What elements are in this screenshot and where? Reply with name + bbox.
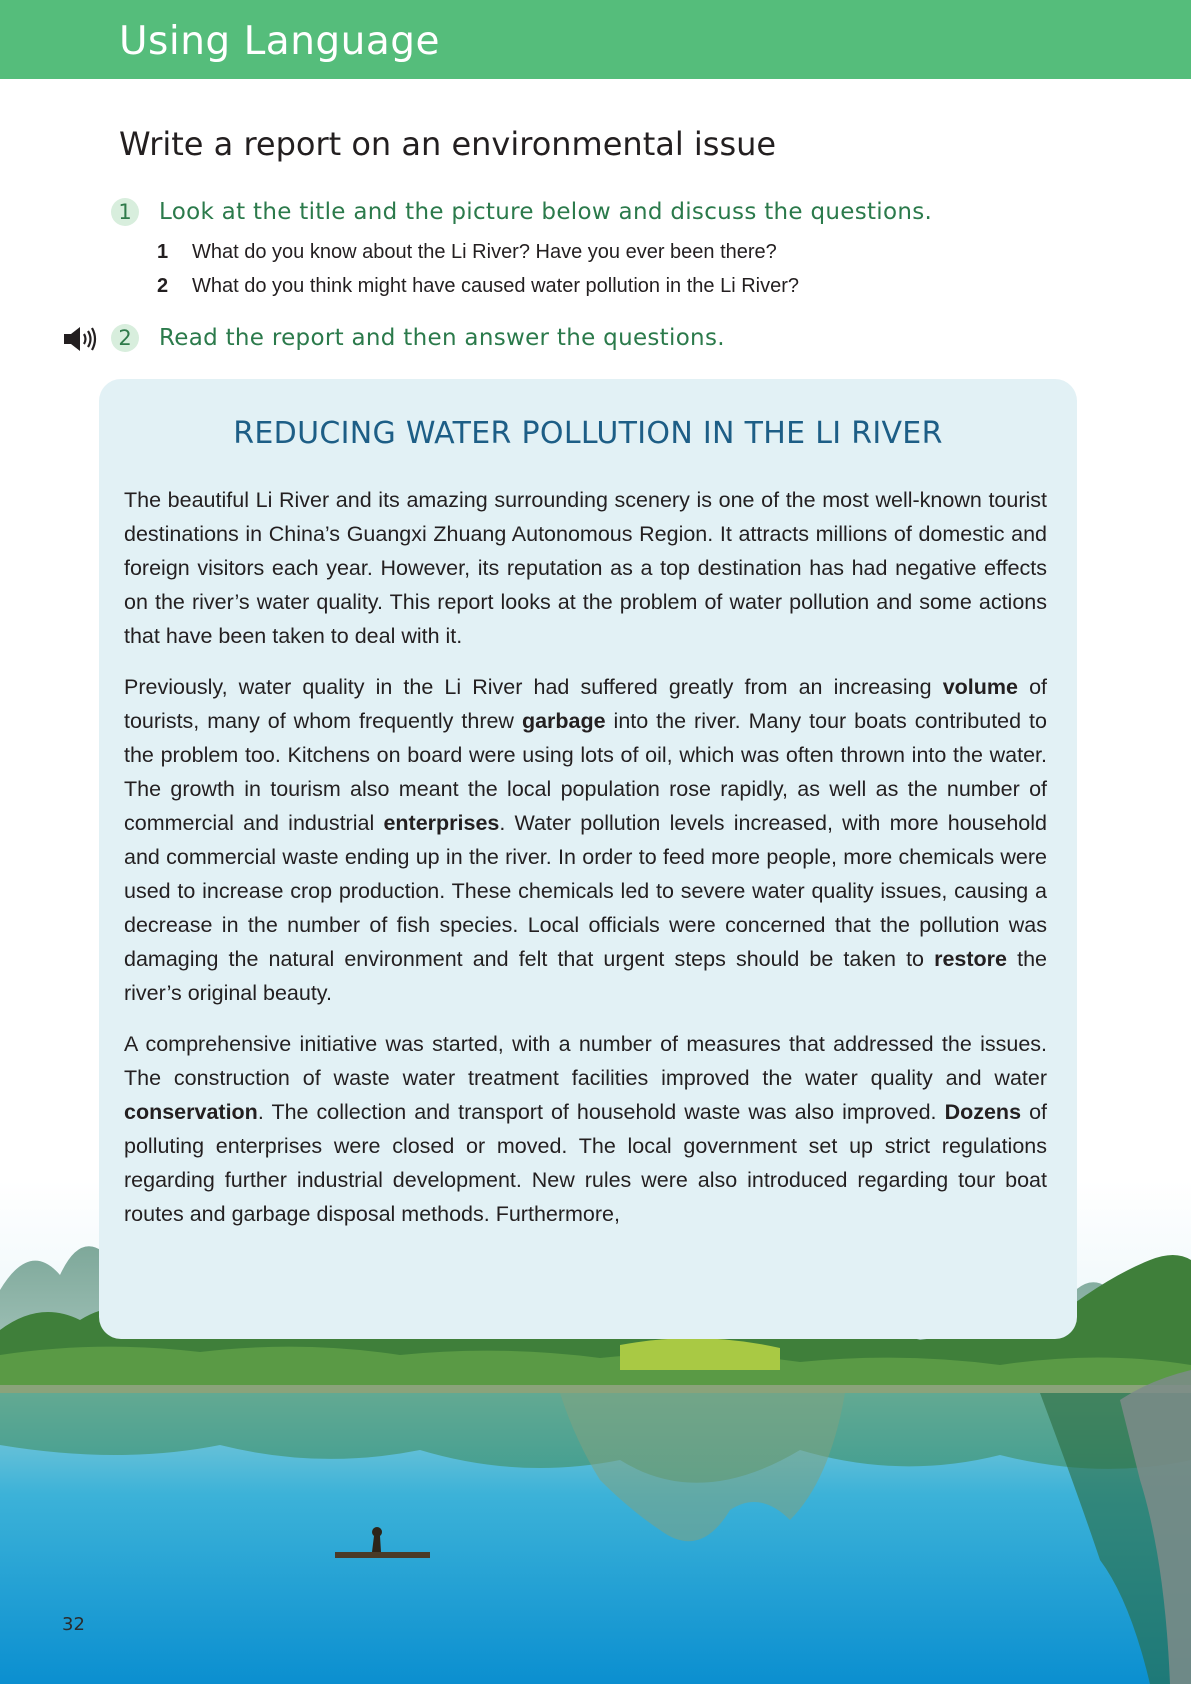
vocab-word-conservation: conservation: [124, 1100, 258, 1124]
speaker-icon[interactable]: [62, 325, 98, 353]
page-section-title: Using Language: [119, 19, 441, 64]
task-1-instruction: Look at the title and the picture below and discuss the questions.: [159, 199, 933, 225]
vocab-word-dozens: Dozens: [944, 1100, 1022, 1124]
vocab-word-enterprises: enterprises: [383, 811, 500, 835]
text-run: of polluting enterprises were closed or moved. The local government set up strict regulations regarding further industrial development. New rules were also introduced regarding tour boat routes and garbage disposal methods. Furthermore,: [124, 1100, 1047, 1226]
text-run: into the river. Many tour boats contributed to the problem too. Kitchens on board were using lots of oil, which was often thrown into the water. The growth in tourism also meant the local population rose rapidly, as well as the number of commercial and industrial: [124, 709, 1047, 835]
text-run: Previously, water quality in the Li River had suffered greatly from an increasing: [124, 675, 943, 699]
question-1-number: 1: [157, 241, 169, 263]
report-paragraph-3: [124, 1027, 1047, 1231]
report-paragraph-2: [124, 670, 1047, 1010]
report-body: [124, 483, 1047, 1248]
lesson-title: Write a report on an environmental issue: [119, 125, 777, 163]
task-1-number: 1: [111, 198, 139, 226]
report-panel: [99, 379, 1077, 1339]
task-1: [111, 197, 932, 227]
task-2-number: 2: [111, 324, 139, 352]
text-run: . The collection and transport of household waste was also improved.: [257, 1100, 945, 1124]
task-2-instruction: Read the report and then answer the questions.: [159, 325, 725, 351]
report-paragraph-1: The beautiful Li River and its amazing surrounding scenery is one of the most well-known tourist destinations in China’s Guangxi Zhuang Autonomous Region. It attracts millions of domestic and foreign visitors each year. However, its reputation as a top destination has had negative effects on the river’s water quality. This report looks at the problem of water pollution and some actions that have been taken to deal with it.: [124, 488, 1047, 648]
question-2: [157, 274, 799, 298]
text-run: A comprehensive initiative was started, with a number of measures that addressed the issues. The construction of waste water treatment facilities improved the water quality and water: [124, 1032, 1047, 1090]
question-2-number: 2: [157, 275, 169, 297]
vocab-word-restore: restore: [934, 947, 1007, 971]
text-run: of tourists, many of whom frequently threw: [124, 675, 1047, 733]
task-2: [111, 323, 725, 353]
vocab-word-volume: volume: [942, 675, 1018, 699]
question-1-text: What do you know about the Li River? Have you ever been there?: [192, 241, 777, 263]
text-run: . Water pollution levels increased, with more household and commercial waste ending up in the river. In order to feed more people, more chemicals were used to increase crop production. These chemicals led to severe water quality issues, causing a decrease in the number of fish species. Local officials were concerned that the pollution was damaging the natural environment and felt that urgent steps should be taken to: [124, 811, 1047, 971]
question-1: [157, 240, 777, 264]
page-number: 32: [62, 1614, 85, 1635]
header-bar: [0, 0, 1191, 79]
vocab-word-garbage: garbage: [521, 709, 606, 733]
question-2-text: What do you think might have caused water pollution in the Li River?: [192, 275, 800, 297]
text-run: the river’s original beauty.: [124, 947, 1047, 1005]
report-title: REDUCING WATER POLLUTION IN THE LI RIVER: [233, 416, 943, 451]
